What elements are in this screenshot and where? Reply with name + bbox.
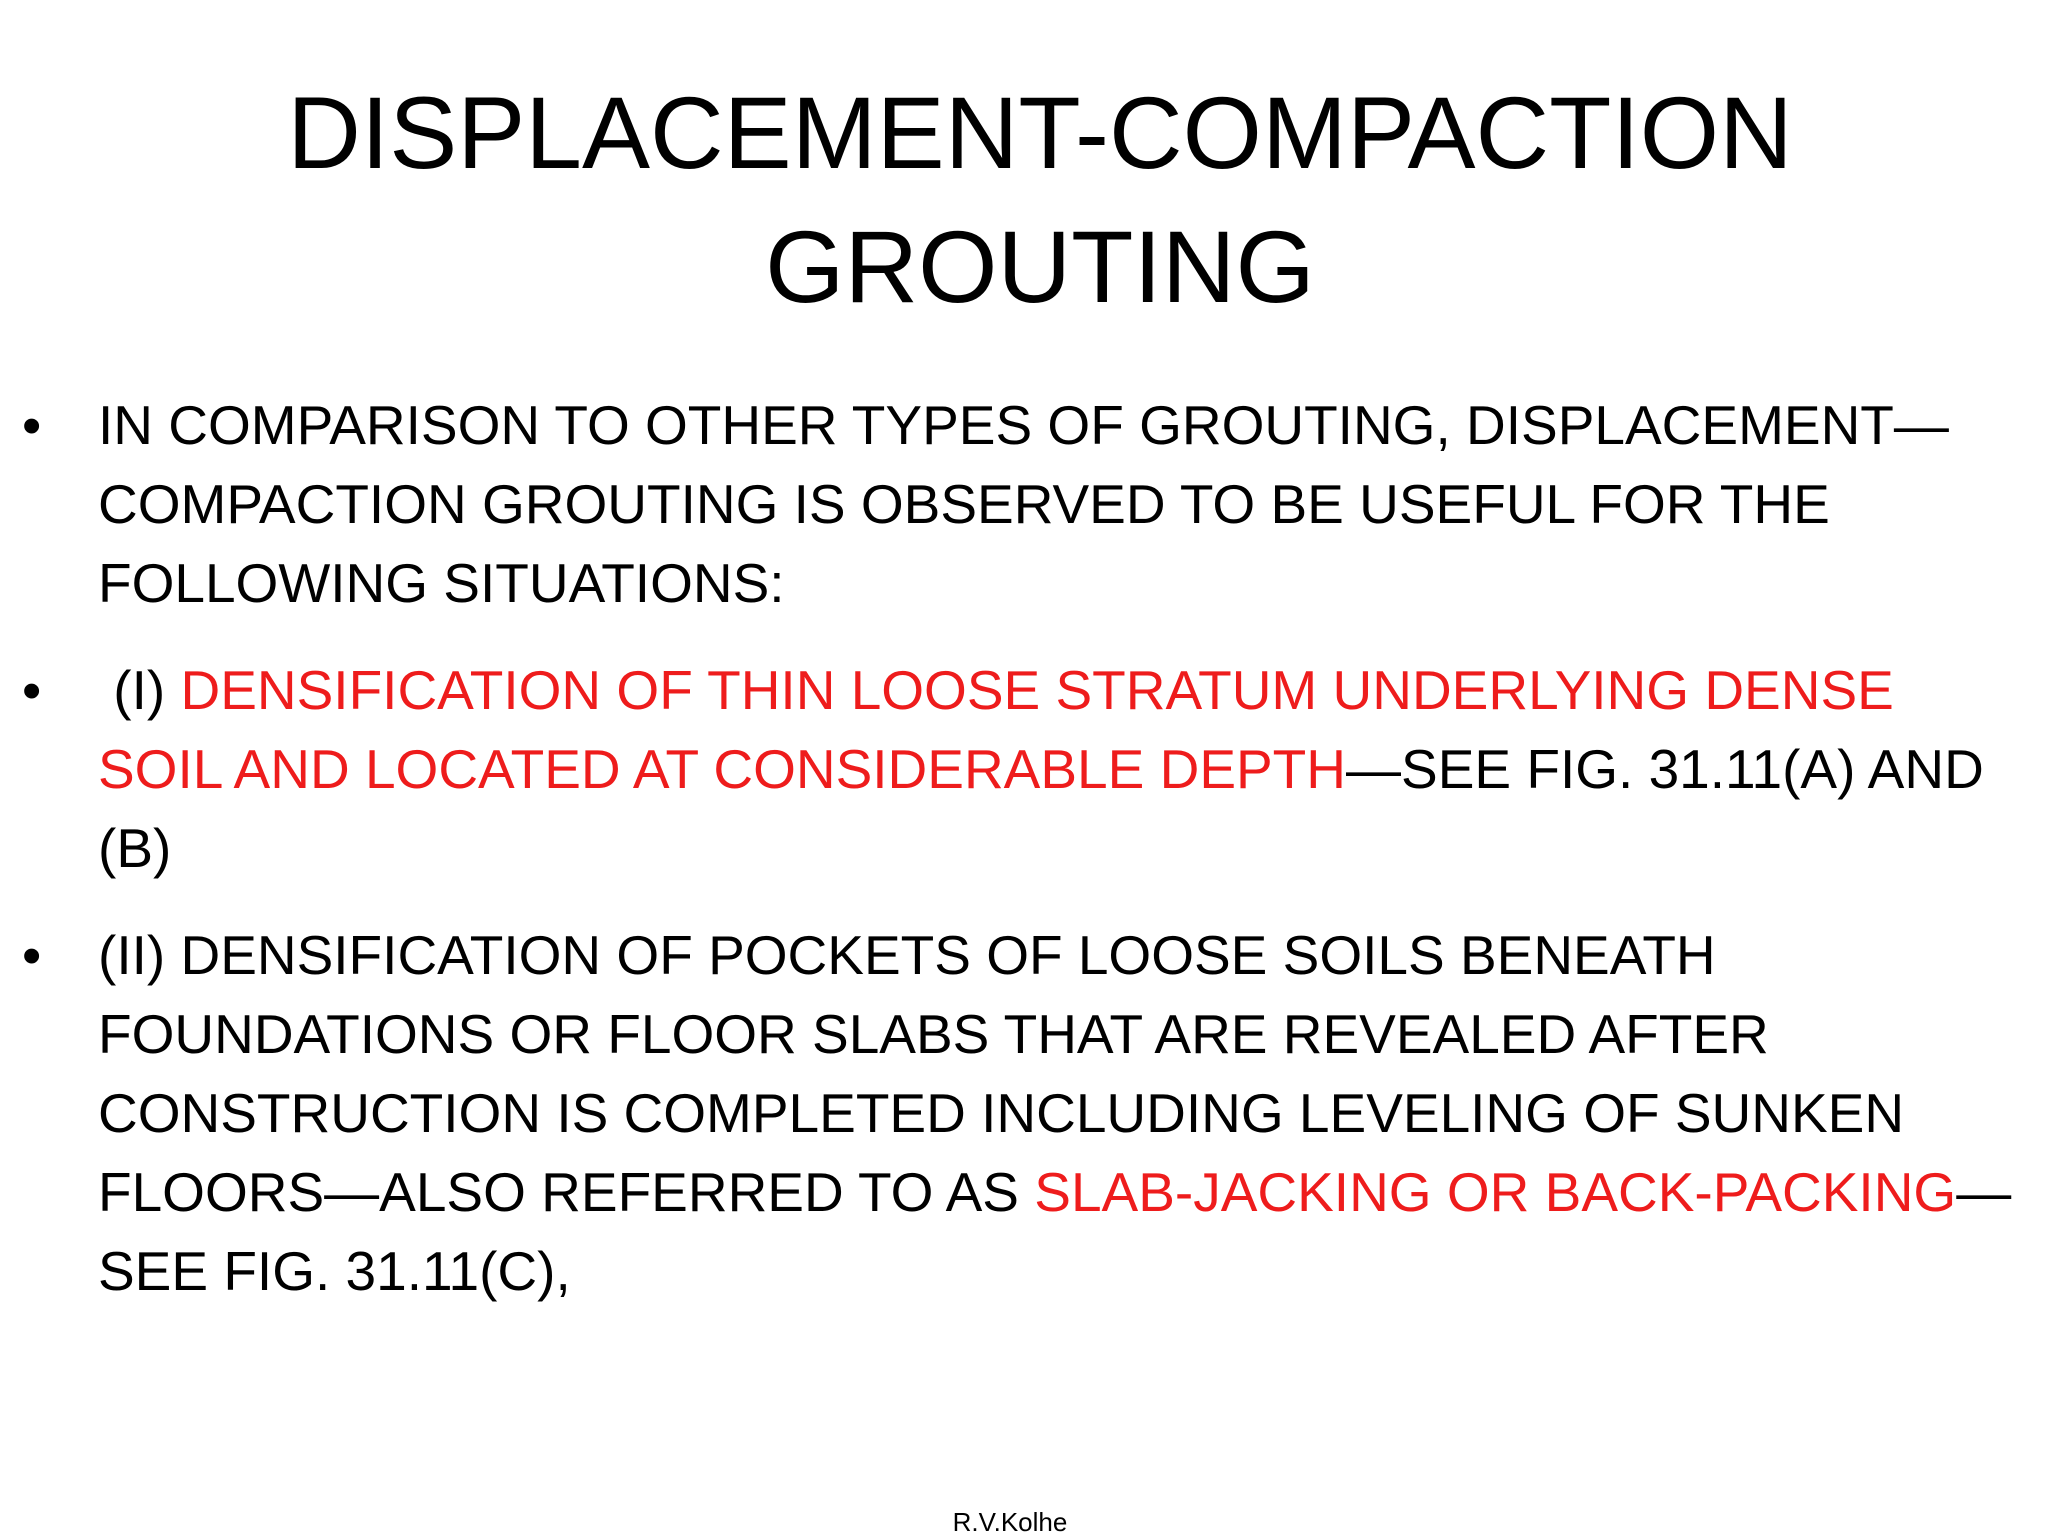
bullet-2-suffix: —SEE FIG. 31.11(A) AND (B): [98, 738, 1984, 879]
bullet-1-text: IN COMPARISON TO OTHER TYPES OF GROUTING, DISPLACEMENT— COMPACTION GROUTING IS OBSERVED TO BE USEFUL FOR THE FOLLOWING SITUATIONS:: [98, 394, 1949, 614]
bullet-3-prefix: (II) DENSIFICATION OF POCKETS OF LOOSE SOILS BENEATH FOUNDATIONS OR FLOOR SLABS THAT ARE REVEALED AFTER CONSTRUCTION IS COMPLETED INCLUDING LEVELING OF SUNKEN FLOORS—ALSO REFERRED TO AS: [98, 924, 1905, 1223]
title-line-1: DISPLACEMENT-COMPACTION: [287, 76, 1793, 190]
title-line-2: GROUTING: [765, 210, 1315, 324]
bullet-item-1: [0, 386, 2048, 623]
bullet-dot-icon: •: [22, 924, 42, 986]
bullet-dot-icon: •: [22, 394, 42, 456]
bullet-3-highlight: SLAB-JACKING OR BACK-PACKING: [1034, 1161, 1957, 1223]
bullet-2-highlight: DENSIFICATION OF THIN LOOSE STRATUM UNDERLYING DENSE SOIL AND LOCATED AT CONSIDERABLE DEPTH: [98, 659, 1894, 800]
bullet-item-3: [0, 916, 2048, 1311]
bullet-item-2: [0, 651, 2048, 888]
bullet-3-suffix: — SEE FIG. 31.11(C),: [98, 1161, 2012, 1302]
bullet-list: [0, 386, 2048, 1339]
bullet-2-prefix: (I): [98, 659, 181, 721]
slide-title: [180, 66, 1900, 334]
footer-author: R.V.Kolhe: [952, 1507, 1068, 1537]
bullet-dot-icon: •: [22, 659, 42, 721]
